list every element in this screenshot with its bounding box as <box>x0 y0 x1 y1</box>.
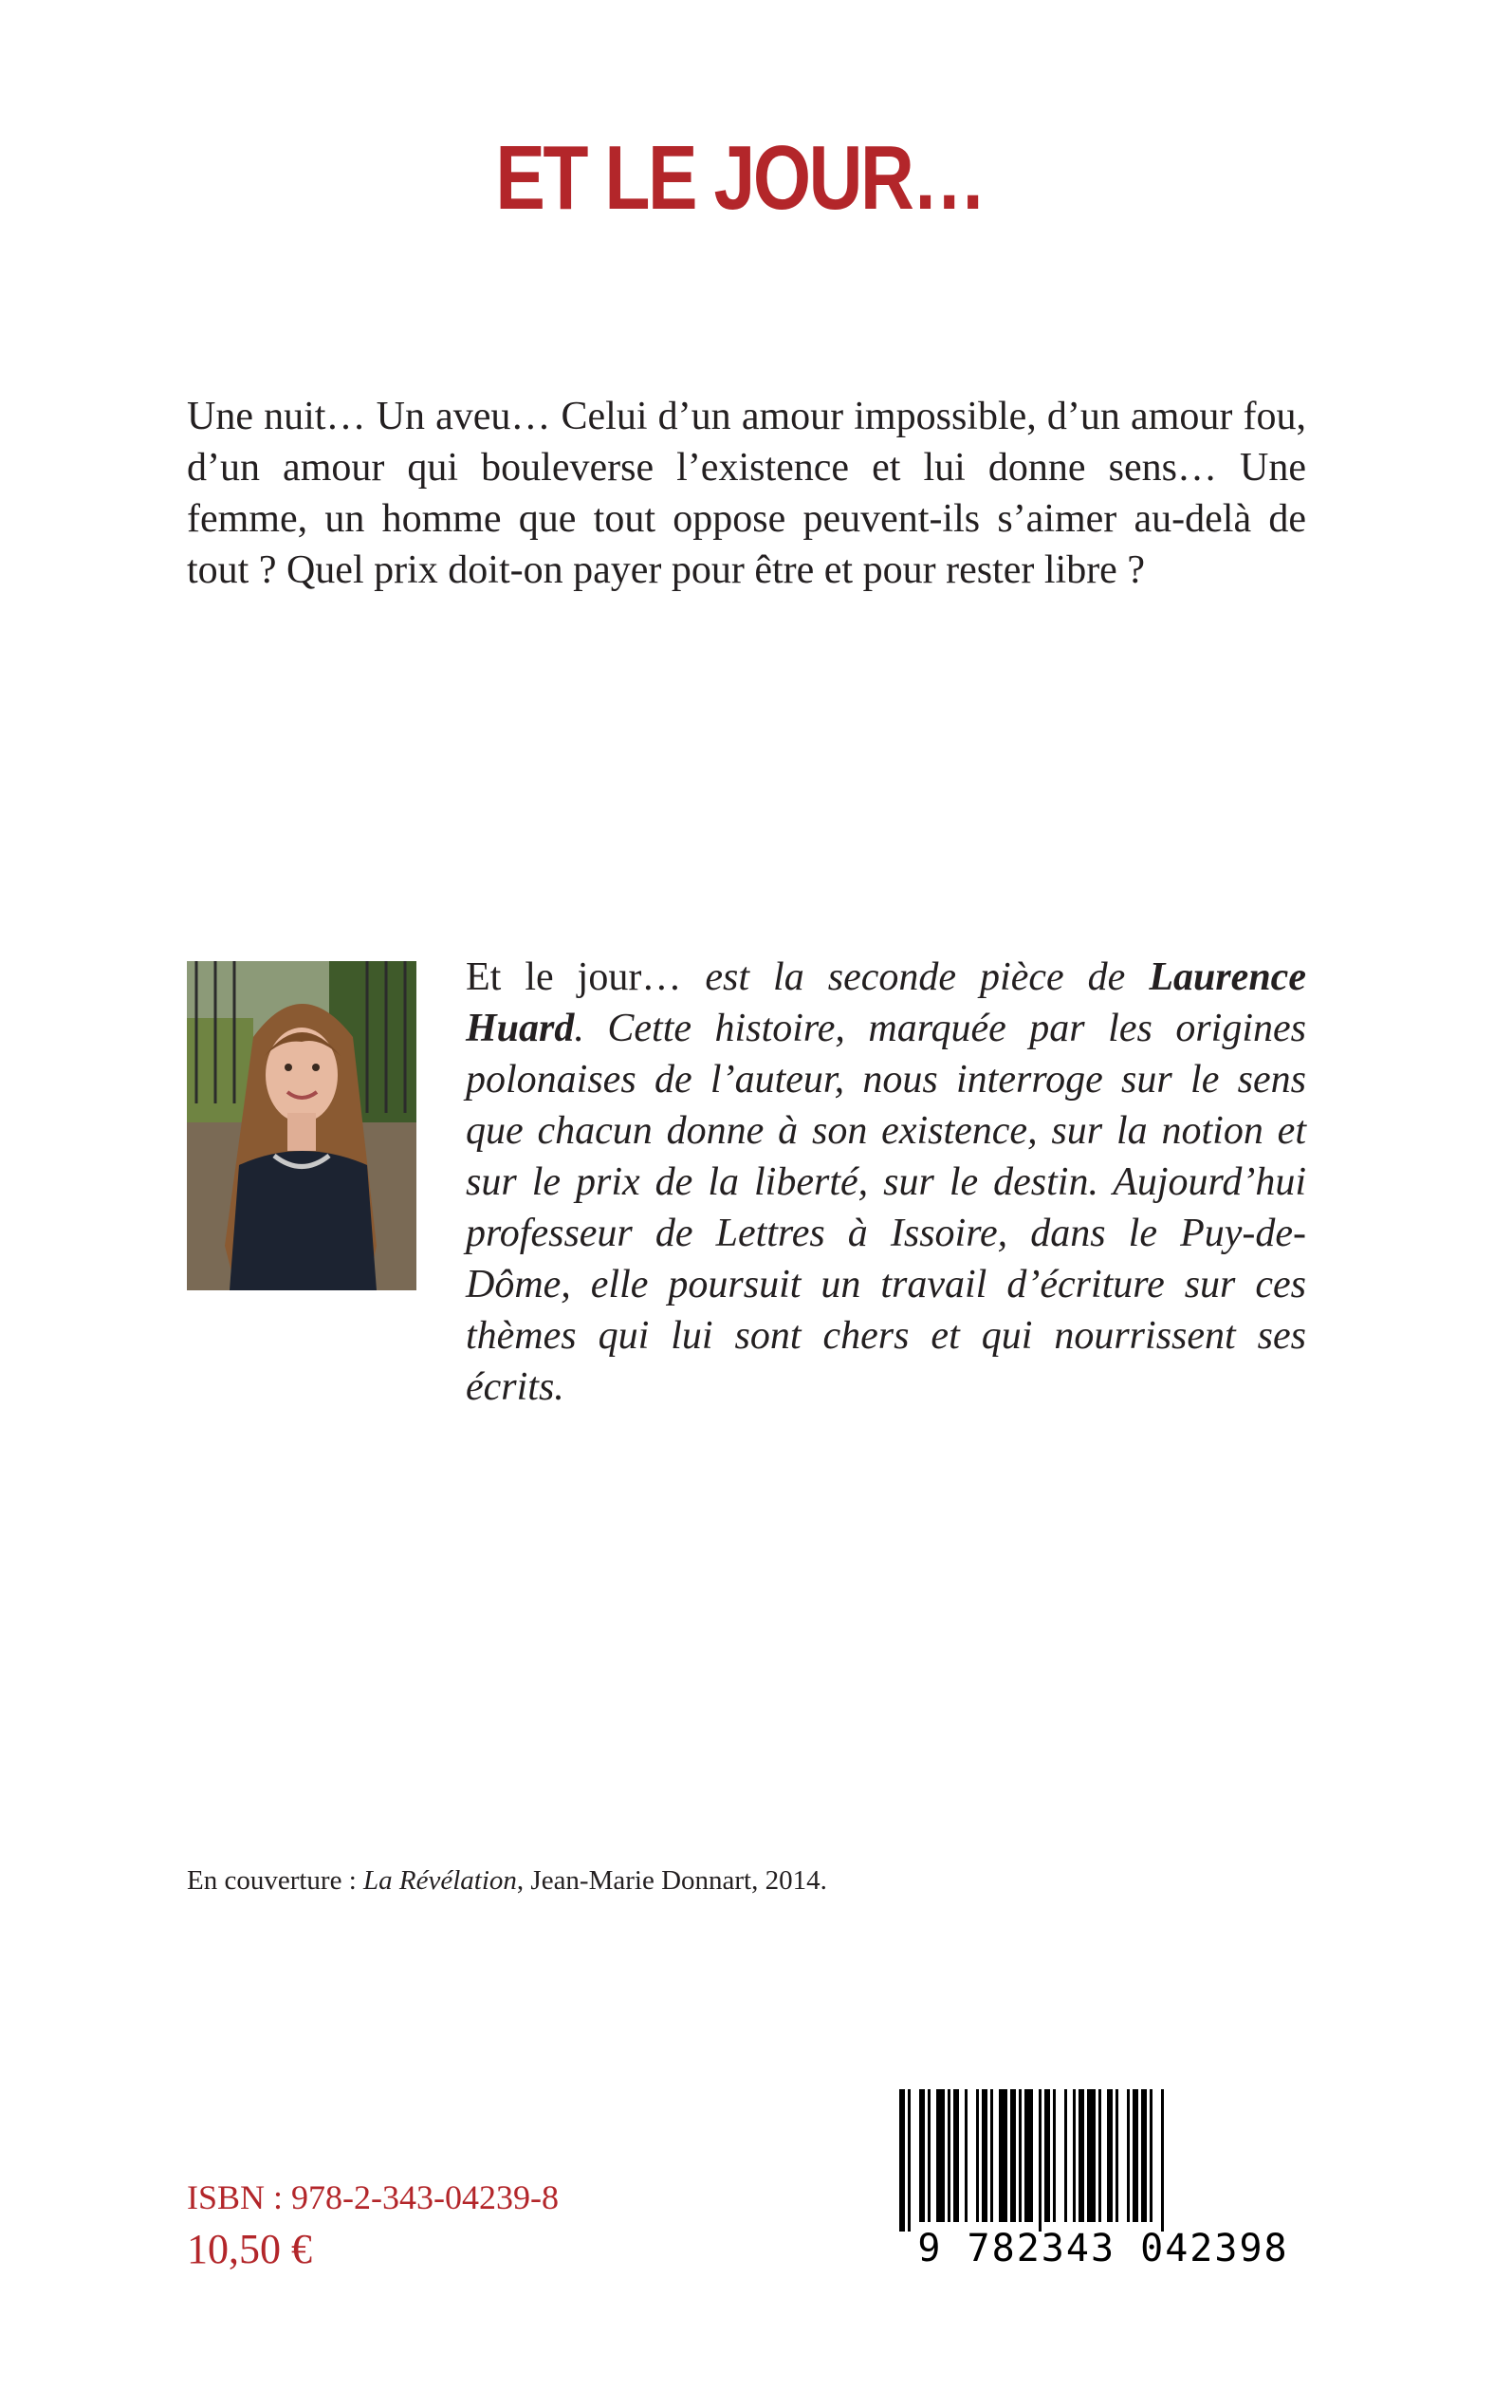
barcode-bar <box>928 2089 931 2222</box>
author-photo <box>187 961 416 1290</box>
barcode-bar <box>1064 2089 1067 2222</box>
barcode-bar <box>1133 2089 1138 2222</box>
barcode-bar <box>1141 2089 1147 2222</box>
barcode-bar <box>990 2089 993 2222</box>
barcode-bar <box>908 2089 911 2232</box>
book-title: ET LE JOUR… <box>495 127 985 229</box>
credit-work: La Révélation <box>363 1865 517 1896</box>
bio-book-title: Et le jour… <box>466 955 682 999</box>
barcode-bar <box>965 2089 968 2222</box>
barcode-bar <box>899 2089 905 2232</box>
bio-author-name: Laurence Huard <box>466 955 1306 1050</box>
cover-credit <box>187 1862 827 1899</box>
barcode-bar <box>919 2089 925 2222</box>
barcode-bar <box>936 2089 945 2222</box>
barcode-bar <box>1107 2089 1113 2222</box>
barcode-bar <box>999 2089 1007 2222</box>
barcode-bar <box>948 2089 950 2222</box>
barcode-bar <box>1079 2089 1084 2222</box>
price: 10,50 € <box>187 2226 312 2272</box>
barcode-bar <box>1019 2089 1022 2222</box>
barcode-bar <box>1044 2089 1050 2222</box>
barcode-bar <box>982 2089 987 2222</box>
barcode-bar <box>1116 2089 1118 2222</box>
barcode-bar <box>1024 2089 1033 2222</box>
bio-text-1: est la seconde pièce de <box>681 955 1150 999</box>
credit-suffix: , Jean-Marie Donnart, 2014. <box>516 1865 827 1896</box>
barcode-bar <box>953 2089 959 2222</box>
barcode-bar <box>1053 2089 1056 2222</box>
barcode-bar <box>1161 2089 1164 2232</box>
barcode-bar <box>1039 2089 1042 2232</box>
barcode-bar <box>1150 2089 1152 2222</box>
barcode-bar <box>976 2089 979 2222</box>
barcode-bar <box>1087 2089 1096 2222</box>
author-bio <box>466 952 1306 1413</box>
barcode-bar <box>1073 2089 1076 2222</box>
barcode-digits: 9 782343 042398 <box>917 2227 1289 2270</box>
isbn: ISBN : 978-2-343-04239-8 <box>187 2178 559 2216</box>
bio-text-2: . Cette histoire, marquée par les origines polonaises de l’auteur, nous interroge sur le sens que chacun donne à son existence, sur la notion et sur le prix de la liberté, sur le destin. Aujourd’hui professeur de Lettres à Issoire, dans le Puy-de-Dôme, elle poursuit un travail d’écriture sur ces thèmes qui lui sont chers et qui nourrissent ses écrits. <box>466 1007 1306 1409</box>
barcode-bar <box>1127 2089 1130 2222</box>
barcode-bar <box>1098 2089 1101 2222</box>
barcode-bar <box>1010 2089 1016 2222</box>
credit-prefix: En couverture : <box>187 1865 364 1896</box>
back-cover-blurb: Une nuit… Un aveu… Celui d’un amour impossible, d’un amour fou, d’un amour qui bouleverse l’existence et lui donne sens… Une femme, un homme que tout oppose peuvent-ils s’aimer au-delà de tout ? Quel prix doit-on payer pour être et pour rester libre ? <box>187 395 1306 592</box>
